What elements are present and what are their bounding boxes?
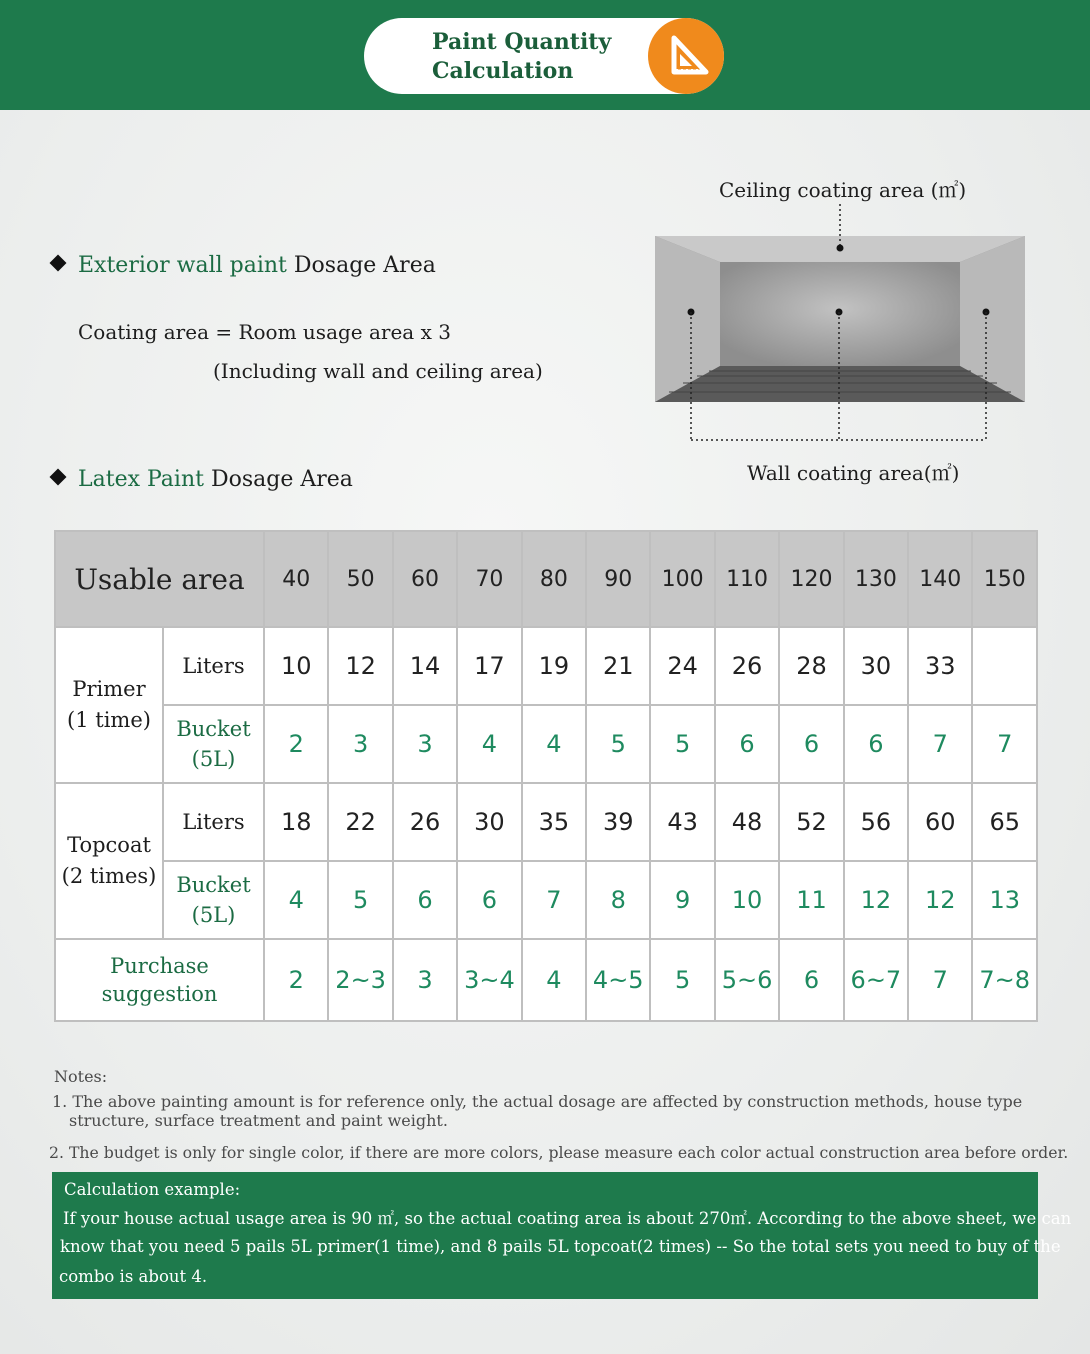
example-line2: know that you need 5 pails 5L primer(1 time), and 8 pails 5L topcoat(2 times) -- So the total sets you need to buy of the <box>60 1237 1061 1256</box>
primer-liters-row <box>55 627 1037 705</box>
primer-liters-cell: 26 <box>715 627 779 705</box>
primer-liters-cell: 33 <box>908 627 972 705</box>
primer-liters-cell <box>972 627 1037 705</box>
primer-bucket-cell: 6 <box>779 705 843 783</box>
purchase-label-line2: suggestion <box>101 982 218 1006</box>
topcoat-liters-cell: 52 <box>779 783 843 861</box>
primer-bucket-cell: 4 <box>457 705 521 783</box>
topcoat-bucket-row <box>55 861 1037 939</box>
topcoat-label-line2: (2 times) <box>61 864 157 888</box>
purchase-cell: 4 <box>522 939 586 1021</box>
primer-liters-cell: 14 <box>393 627 457 705</box>
diamond-bullet-icon <box>50 255 67 272</box>
topcoat-liters-cell: 39 <box>586 783 650 861</box>
set-square-ruler-icon <box>648 18 724 94</box>
primer-liters-cell: 10 <box>264 627 328 705</box>
topcoat-bucket-cell: 4 <box>264 861 328 939</box>
primer-liters-cell: 30 <box>844 627 908 705</box>
example-line3: combo is about 4. <box>59 1267 208 1286</box>
primer-liters-cell: 17 <box>457 627 521 705</box>
topcoat-bucket-cell: 8 <box>586 861 650 939</box>
topcoat-liters-cell: 30 <box>457 783 521 861</box>
topcoat-bucket-cell: 11 <box>779 861 843 939</box>
area-cell: 110 <box>715 531 779 627</box>
primer-bucket-cell: 5 <box>650 705 714 783</box>
topcoat-liters-row <box>55 783 1037 861</box>
topcoat-bucket-label-line2: (5L) <box>191 903 236 927</box>
purchase-cell: 6~7 <box>844 939 908 1021</box>
area-cell: 50 <box>328 531 392 627</box>
purchase-cell: 4~5 <box>586 939 650 1021</box>
primer-liters-cell: 12 <box>328 627 392 705</box>
page-title-line1: Paint Quantity <box>432 29 612 55</box>
note-2: 2. The budget is only for single color, if there are more colors, please measure each color actual construction area before order. <box>49 1143 1069 1162</box>
area-cell: 80 <box>522 531 586 627</box>
topcoat-bucket-cell: 6 <box>393 861 457 939</box>
area-cell: 140 <box>908 531 972 627</box>
coating-formula: Coating area = Room usage area x 3 <box>78 320 451 344</box>
topcoat-liters-cell: 18 <box>264 783 328 861</box>
area-cell: 100 <box>650 531 714 627</box>
purchase-cell: 5 <box>650 939 714 1021</box>
primer-bucket-cell: 7 <box>908 705 972 783</box>
example-line1: If your house actual usage area is 90 ㎡, so the actual coating area is about 270㎡. According to the above sheet, we can <box>63 1209 1072 1228</box>
topcoat-bucket-cell: 10 <box>715 861 779 939</box>
topcoat-liters-cell: 60 <box>908 783 972 861</box>
primer-bucket-cell: 3 <box>328 705 392 783</box>
primer-label <box>55 627 163 783</box>
area-cell: 40 <box>264 531 328 627</box>
topcoat-liters-cell: 26 <box>393 783 457 861</box>
primer-label-line1: Primer <box>72 677 146 701</box>
area-cell: 90 <box>586 531 650 627</box>
purchase-cell: 2~3 <box>328 939 392 1021</box>
primer-liters-label: Liters <box>163 627 264 705</box>
exterior-heading <box>52 253 436 278</box>
topcoat-liters-cell: 48 <box>715 783 779 861</box>
topcoat-bucket-label-line1: Bucket <box>176 873 251 897</box>
note-1-line2: structure, surface treatment and paint weight. <box>69 1111 448 1130</box>
area-cell: 150 <box>972 531 1037 627</box>
primer-bucket-label-line1: Bucket <box>176 717 251 741</box>
latex-heading-highlight: Latex Paint <box>78 467 204 492</box>
wall-label: Wall coating area(㎡) <box>747 461 960 485</box>
area-cell: 130 <box>844 531 908 627</box>
page-title <box>432 28 611 86</box>
usable-area-header: Usable area <box>55 531 264 627</box>
page-title-line2: Calculation <box>432 58 574 84</box>
topcoat-liters-cell: 35 <box>522 783 586 861</box>
topcoat-bucket-label <box>163 861 264 939</box>
topcoat-bucket-cell: 5 <box>328 861 392 939</box>
purchase-row <box>55 939 1037 1021</box>
topcoat-liters-cell: 65 <box>972 783 1037 861</box>
purchase-label-line1: Purchase <box>110 954 209 978</box>
topcoat-bucket-cell: 13 <box>972 861 1037 939</box>
latex-heading <box>52 467 353 492</box>
primer-bucket-cell: 3 <box>393 705 457 783</box>
exterior-heading-highlight: Exterior wall paint <box>78 253 287 278</box>
primer-bucket-cell: 5 <box>586 705 650 783</box>
topcoat-liters-cell: 43 <box>650 783 714 861</box>
topcoat-bucket-cell: 7 <box>522 861 586 939</box>
topcoat-label <box>55 783 163 939</box>
exterior-heading-rest: Dosage Area <box>293 253 436 278</box>
topcoat-bucket-cell: 12 <box>844 861 908 939</box>
purchase-label <box>55 939 264 1021</box>
title-pill <box>364 18 724 94</box>
example-title: Calculation example: <box>64 1180 241 1199</box>
topcoat-bucket-cell: 12 <box>908 861 972 939</box>
topcoat-label-line1: Topcoat <box>67 833 151 857</box>
paint-quantity-table <box>54 530 1038 1022</box>
primer-bucket-label-line2: (5L) <box>191 747 236 771</box>
primer-liters-cell: 19 <box>522 627 586 705</box>
primer-bucket-row <box>55 705 1037 783</box>
purchase-cell: 3 <box>393 939 457 1021</box>
primer-bucket-label <box>163 705 264 783</box>
header-bar <box>0 0 1090 110</box>
ceiling-label: Ceiling coating area (㎡) <box>719 178 967 202</box>
primer-bucket-cell: 2 <box>264 705 328 783</box>
purchase-cell: 6 <box>779 939 843 1021</box>
primer-liters-cell: 24 <box>650 627 714 705</box>
primer-label-line2: (1 time) <box>67 708 151 732</box>
purchase-cell: 7~8 <box>972 939 1037 1021</box>
purchase-cell: 5~6 <box>715 939 779 1021</box>
purchase-cell: 2 <box>264 939 328 1021</box>
usable-area-row <box>55 531 1037 627</box>
topcoat-liters-cell: 22 <box>328 783 392 861</box>
topcoat-liters-cell: 56 <box>844 783 908 861</box>
note-1-line1: 1. The above painting amount is for reference only, the actual dosage are affected by construction methods, house type <box>52 1092 1023 1111</box>
area-cell: 70 <box>457 531 521 627</box>
diagram-pointers <box>655 200 1025 445</box>
coating-formula-note: (Including wall and ceiling area) <box>213 359 543 383</box>
calculation-example <box>52 1172 1072 1299</box>
primer-liters-cell: 28 <box>779 627 843 705</box>
diamond-bullet-icon <box>50 469 67 486</box>
primer-liters-cell: 21 <box>586 627 650 705</box>
topcoat-bucket-cell: 9 <box>650 861 714 939</box>
purchase-cell: 3~4 <box>457 939 521 1021</box>
area-cell: 120 <box>779 531 843 627</box>
primer-bucket-cell: 6 <box>844 705 908 783</box>
latex-heading-rest: Dosage Area <box>210 467 353 492</box>
topcoat-liters-label: Liters <box>163 783 264 861</box>
primer-bucket-cell: 4 <box>522 705 586 783</box>
primer-bucket-cell: 6 <box>715 705 779 783</box>
area-cell: 60 <box>393 531 457 627</box>
notes-title: Notes: <box>54 1067 108 1086</box>
purchase-cell: 7 <box>908 939 972 1021</box>
primer-bucket-cell: 7 <box>972 705 1037 783</box>
topcoat-bucket-cell: 6 <box>457 861 521 939</box>
